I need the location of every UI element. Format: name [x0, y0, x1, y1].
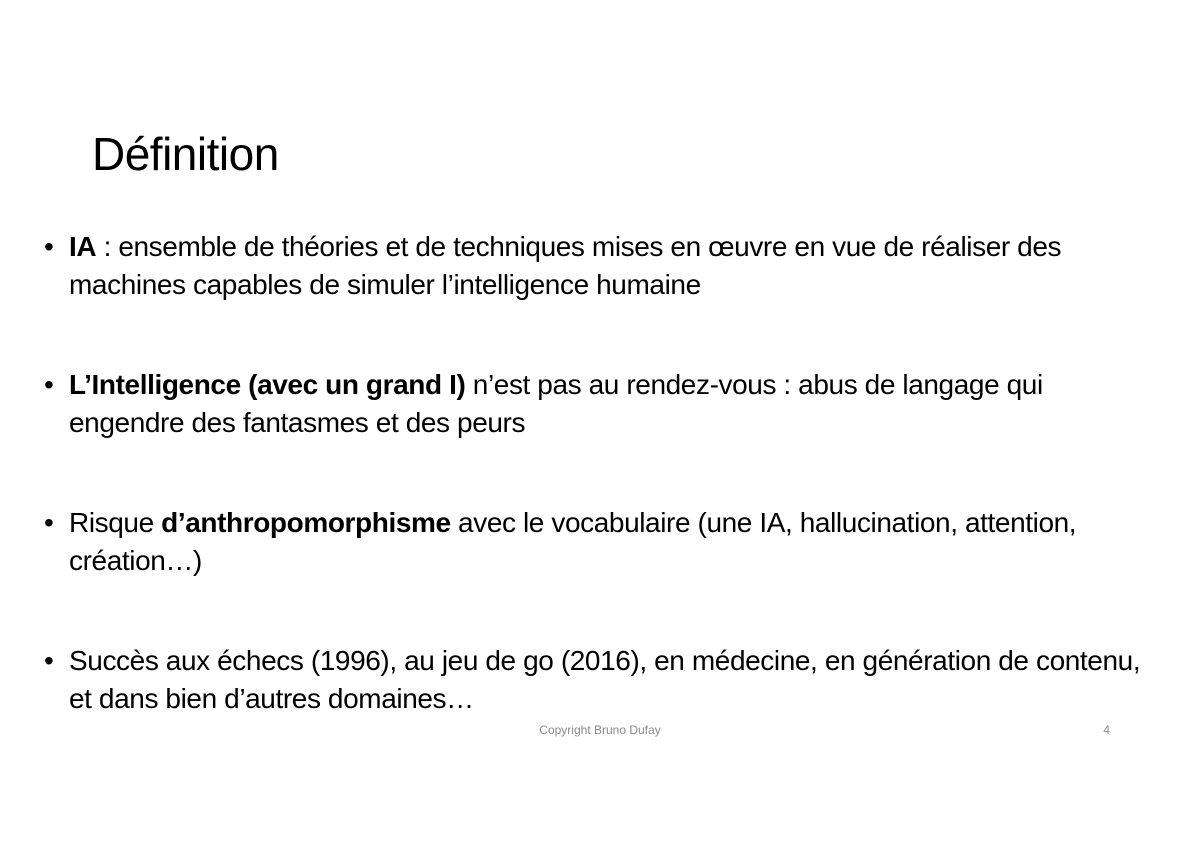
bullet-bold-term: IA: [69, 231, 97, 262]
bullet-marker: •: [44, 507, 54, 538]
bullet-text-prefix: Risque: [69, 507, 162, 538]
bullet-list: [44, 228, 1154, 780]
footer-copyright: Copyright Bruno Dufay: [539, 723, 661, 737]
bullet-marker: •: [44, 645, 54, 676]
bullet-bold-term: L’Intelligence (avec un grand I): [69, 369, 466, 400]
bullet-marker: •: [44, 231, 54, 262]
page-number: 4: [1103, 723, 1110, 737]
bullet-text: avec le vocabulaire (une IA, hallucination, attention, création…): [69, 507, 1077, 576]
bullet-bold-term: d’anthropomorphisme: [161, 507, 451, 538]
bullet-item-ia-definition: [44, 228, 1154, 304]
bullet-item-successes: [44, 642, 1154, 718]
bullet-text: Succès aux échecs (1996), au jeu de go (2016), en médecine, en génération de contenu, et dans bien d’autres domaines…: [69, 645, 1141, 714]
bullet-text: n’est pas au rendez-vous : abus de langage qui engendre des fantasmes et des peurs: [69, 369, 1043, 438]
bullet-item-anthropomorphism: [44, 504, 1154, 580]
bullet-text: : ensemble de théories et de techniques mises en œuvre en vue de réaliser des machines capables de simuler l’intelligence humaine: [69, 231, 1062, 300]
slide-title: Définition: [92, 128, 279, 180]
bullet-item-intelligence: [44, 366, 1154, 442]
bullet-marker: •: [44, 369, 54, 400]
